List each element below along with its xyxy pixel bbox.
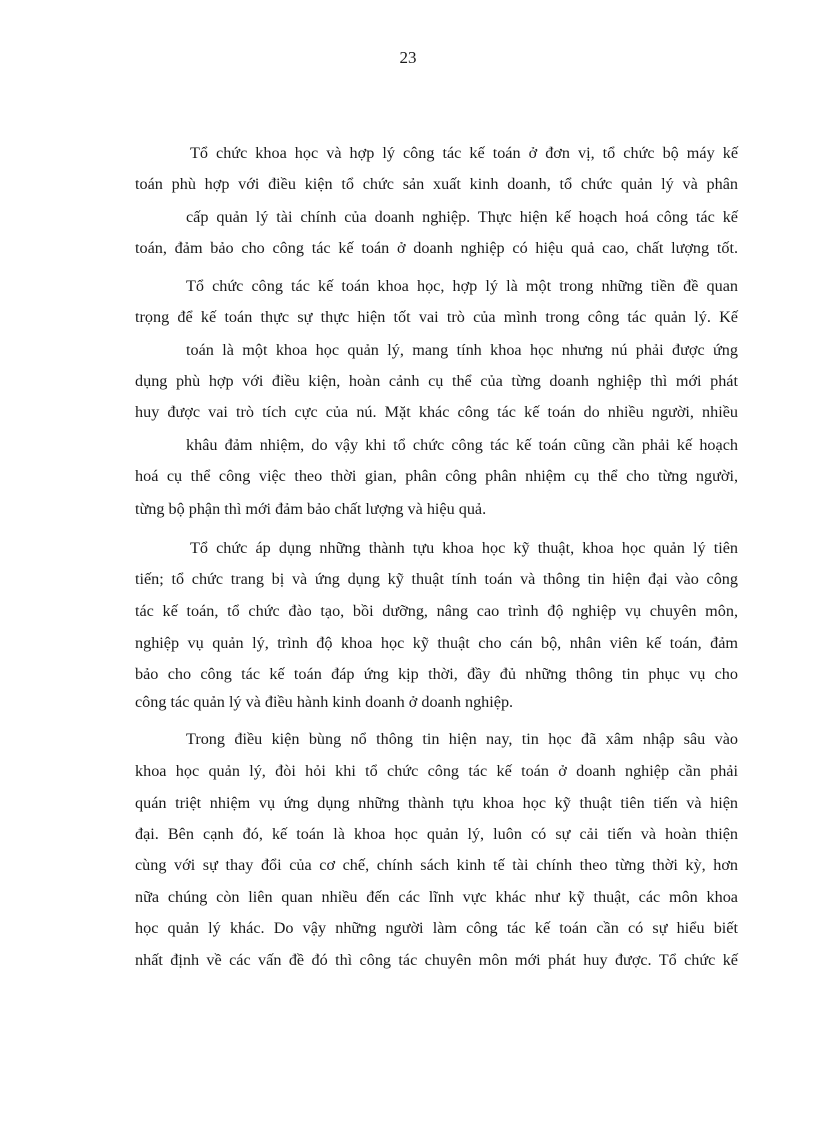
- paragraph-3-line-5: bảo cho công tác kế toán đáp ứng kịp thời, đầy đủ những thông tin phục vụ cho: [135, 665, 738, 683]
- paragraph-2-line-5: huy được vai trò tích cực của nú. Mặt khác công tác kế toán do nhiều người, nhiều: [135, 403, 738, 421]
- paragraph-4-line-2: khoa học quản lý, đòi hỏi khi tổ chức công tác kế toán ở doanh nghiệp cần phải: [135, 762, 738, 780]
- paragraph-3-line-4: nghiệp vụ quản lý, trình độ khoa học kỹ thuật cho cán bộ, nhân viên kế toán, đảm: [135, 634, 738, 652]
- paragraph-2-line-1: Tổ chức công tác kế toán khoa học, hợp lý là một trong những tiền đề quan: [186, 277, 738, 295]
- paragraph-4-line-7: học quản lý khác. Do vậy những người làm công tác kế toán cần có sự hiểu biết: [135, 919, 738, 937]
- paragraph-4-line-5: cùng với sự thay đổi của cơ chế, chính sách kinh tế tài chính theo từng thời kỳ, hơn: [135, 856, 738, 874]
- paragraph-2-line-7: hoá cụ thể công việc theo thời gian, phân công phân nhiệm cụ thể cho từng người,: [135, 467, 738, 485]
- paragraph-2-line-2: trọng để kế toán thực sự thực hiện tốt vai trò của mình trong công tác quản lý. Kế: [135, 308, 738, 326]
- paragraph-2-line-3: toán là một khoa học quản lý, mang tính khoa học nhưng nú phải được ứng: [186, 341, 738, 359]
- paragraph-4-line-6: nữa chúng còn liên quan nhiều đến các lĩnh vực khác như kỹ thuật, các môn khoa: [135, 888, 738, 906]
- paragraph-2-line-8: từng bộ phận thì mới đảm bảo chất lượng và hiệu quả.: [135, 500, 487, 518]
- paragraph-1-line-2: toán phù hợp với điều kiện tổ chức sản xuất kinh doanh, tổ chức quản lý và phân: [135, 175, 738, 193]
- paragraph-4-line-1: Trong điều kiện bùng nổ thông tin hiện nay, tin học đã xâm nhập sâu vào: [186, 730, 738, 748]
- paragraph-1-line-4: toán, đảm bảo cho công tác kế toán ở doanh nghiệp có hiệu quả cao, chất lượng tốt.: [135, 239, 738, 257]
- paragraph-1-line-3: cấp quản lý tài chính của doanh nghiệp. Thực hiện kế hoạch hoá công tác kế: [186, 208, 738, 226]
- paragraph-4-line-3: quán triệt nhiệm vụ ứng dụng những thành tựu khoa học kỹ thuật tiên tiến và hiện: [135, 794, 738, 812]
- paragraph-4-line-4: đại. Bên cạnh đó, kế toán là khoa học quản lý, luôn có sự cải tiến và hoàn thiện: [135, 825, 738, 843]
- paragraph-3-line-3: tác kế toán, tổ chức đào tạo, bồi dưỡng, nâng cao trình độ nghiệp vụ chuyên môn,: [135, 602, 738, 620]
- paragraph-3-line-2: tiến; tổ chức trang bị và ứng dụng kỹ thuật tính toán và thông tin hiện đại vào công: [135, 570, 738, 588]
- paragraph-3-line-1: Tổ chức áp dụng những thành tựu khoa học kỹ thuật, khoa học quản lý tiên: [190, 539, 738, 557]
- paragraph-1-line-1: Tổ chức khoa học và hợp lý công tác kế toán ở đơn vị, tổ chức bộ máy kế: [190, 144, 738, 162]
- page-number: 23: [399, 48, 417, 67]
- paragraph-2-line-6: khâu đảm nhiệm, do vậy khi tổ chức công tác kế toán cũng cần phải kế hoạch: [186, 436, 738, 454]
- paragraph-4-line-8: nhất định về các vấn đề đó thì công tác chuyên môn mới phát huy được. Tổ chức kế: [135, 951, 738, 969]
- paragraph-2-line-4: dụng phù hợp với điều kiện, hoàn cảnh cụ thể của từng doanh nghiệp thì mới phát: [135, 372, 738, 390]
- paragraph-3-line-6: công tác quản lý và điều hành kinh doanh ở doanh nghiệp.: [135, 693, 514, 711]
